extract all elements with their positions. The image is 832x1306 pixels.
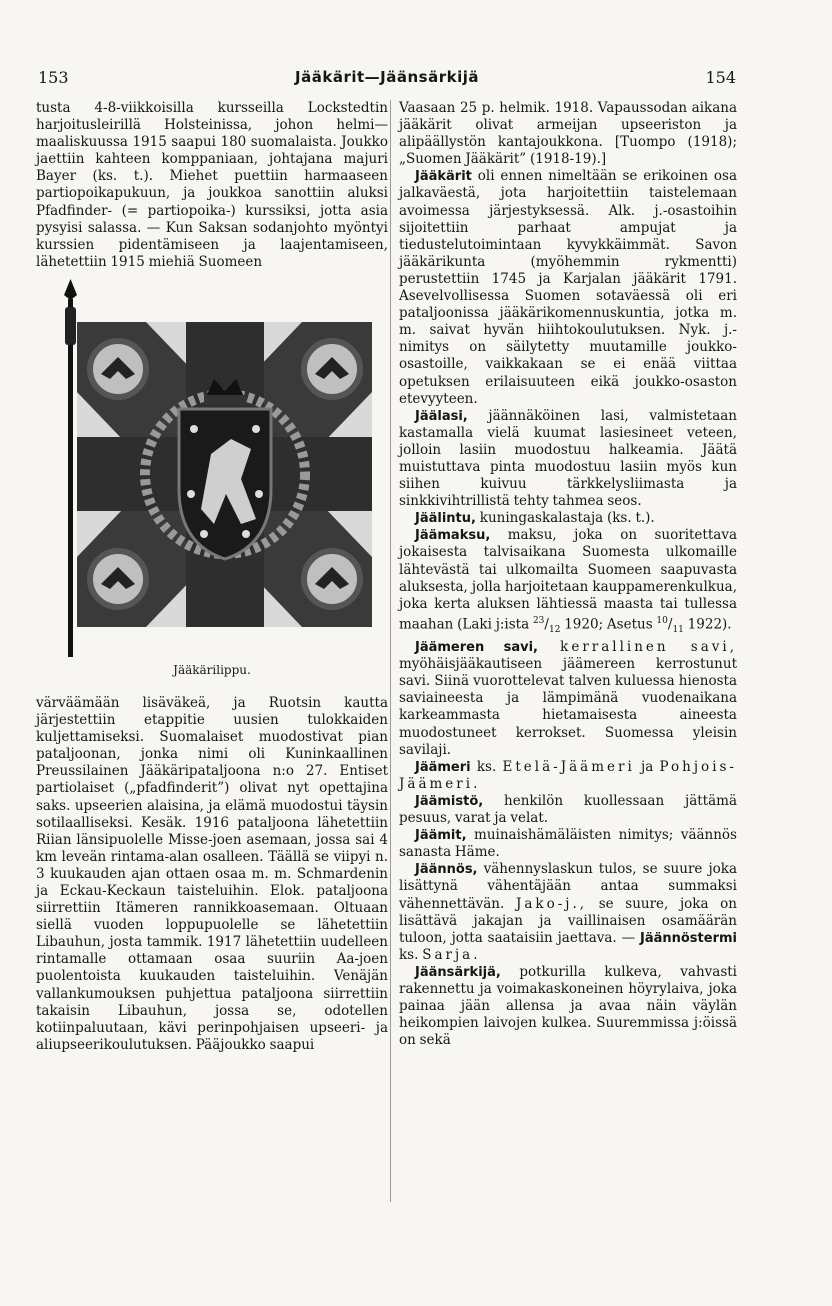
spaced-text: Jako-j., xyxy=(515,895,588,912)
entry-text: oli ennen nimeltään se erikoinen osa jalkaväestä, jota harjoitettiin taistelemaan avoimessa järjestyksessä. Alk. j.-osastoihin sijoitettiin parhaat ampujat ja tiedustelutoimintaan kyvykkäimmät. Savon jääkärikunta (myöhemmin rykmentti) perustettiin 1745 ja Karjalan jääkärit 1791. Asevelvollisessa Suomen sotaväessä oli eri pataljoonissa jääkärikomennuskuntia, jotka m. m. saivat hyvän hiihtokoulutuksen. Nyk. j.-nimitys on säilytetty muutamille joukko-osastoille, vaikkakaan se ei enää viittaa opetuksen erilaisuuteen eikä joukko-osaston etevyyteen. xyxy=(399,168,737,407)
entry-jaannos xyxy=(399,861,737,964)
fraction-denominator: 12 xyxy=(548,625,561,635)
entry-term: Jäämeri xyxy=(415,759,471,775)
entry-text: ks. xyxy=(470,758,503,775)
entry-term: Jäälintu, xyxy=(415,511,476,527)
entry-jaameren-savi xyxy=(399,639,737,759)
entry-text: muinaishämäläisten nimitys; väännös sanasta Häme. xyxy=(399,827,737,861)
entry-jaamisto xyxy=(399,793,737,827)
pole-finial-icon xyxy=(64,279,77,299)
cross-reference: Sarja. xyxy=(422,946,481,963)
entry-text: myöhäisjääkautiseen jäämereen kerrostunut savi. Siinä vuorottelevat talven kuluessa hienosta saviaineesta ja lämpimänä vuodenaikana karkeammasta hietamaisesta aineesta muodostuneet kerrokset. Suomessa yleisin savilaji. xyxy=(399,656,737,758)
entry-text: se suure, joka on lisättävä jakajan ja vaillinaisen osamäärän tuloon, jotta saataisiin jaettava. — xyxy=(399,895,737,946)
left-top-paragraph: tusta 4-8-viikkoisilla kursseilla Lockstedtin harjoitusleirillä Holsteinissa, johon helmi—maaliskuussa 1915 saapui 180 suomalaista. Joukko jaettiin kahteen komppaniaan, johtajana majuri Bayer (ks. t.). Miehet puettiin harmaaseen partiopoikapukuun, ja joukkoa sanottiin aluksi Pfadfinder- (= partiopoika-) kurssiksi, jotta asia pysyisi salassa. — Kun Saksan sodanjohto myöntyi kurssien pidentämiseen ja laajentamiseen, lähetettiin 1915 miehiä Suomeen xyxy=(36,100,388,270)
running-title: Jääkärit—Jäänsärkijä xyxy=(295,68,479,86)
entry-term: Jäänsärkijä, xyxy=(415,964,501,980)
entry-text: 1920; Asetus xyxy=(560,616,657,633)
page-number-left: 153 xyxy=(38,68,69,87)
entry-jaalintu xyxy=(399,510,737,527)
figure-caption: Jääkärilippu. xyxy=(173,662,251,677)
flag-pole xyxy=(68,299,73,657)
entry-term: Jäämistö, xyxy=(415,793,484,809)
entry-term: Jäämeren savi, xyxy=(415,640,538,656)
entry-term: Jääkärit xyxy=(415,169,472,185)
entry-jaansarkija xyxy=(399,964,737,1049)
entry-text: ks. xyxy=(399,946,423,963)
entry-term: Jäämaksu, xyxy=(415,528,491,544)
flag-figure xyxy=(36,279,388,689)
fraction-numerator: 10 xyxy=(656,615,668,626)
entry-term: Jäämit, xyxy=(415,828,467,844)
page-header xyxy=(38,68,736,90)
column-divider xyxy=(390,100,391,1202)
left-column xyxy=(36,100,388,1054)
fraction-denominator: 11 xyxy=(672,625,684,635)
cross-reference: Etelä-Jäämeri xyxy=(502,758,635,775)
entry-jaalasi xyxy=(399,408,737,511)
pole-tassel xyxy=(65,307,76,345)
entry-text: vähennyslaskun tulos, se suure joka lisättynä vähentäjään antaa summaksi vähennettävän. xyxy=(399,861,737,912)
entry-jaamaksu: Jäämaksu, maksu, joka on suoritettava jokaisesta talvisaikana Suomesta ulkomaille lähtevästä tai ulkomailta Suomeen saapuvasta aluksesta, jolla harjoitetaan kauppamerenkulkua, joka kerta aluksen lähtiessä maasta tai tullessa maahan (Laki j:ista $^{23}/_{12}$ 1920; Asetus $^{10}/_{11}$ 1922). xyxy=(399,527,737,635)
left-bottom-paragraph: värväämään lisäväkeä, ja Ruotsin kautta järjestettiin etappitie uusien tulokkaiden kuljettamiseksi. Suomalaiset muodostivat pian pataljoonan, jonka nimi oli Kuninkaallinen Preussilainen Jääkäripataljoona n:o 27. Entiset partiolaiset („pfadfinderit”) olivat nyt opettajina saks. upseerien alaisina, ja elämä muodostui täysin sotilaalliseksi. Kesäk. 1916 pataljoona lähetettiin Riian länsipuolelle Misse-joen asemaan, jossa sai 4 km leveän rintama-alan osalleen. Täällä se viipyi n. 3 kuukauden ajan ottaen osaa m. m. Schmardenin ja Eckau-Keckaun taisteluihin. Elok. pataljoona siirrettiin Itämeren rannikkoasemaan. Oltuaan siellä vuoden loppupuolelle se lähetettiin Libauhun, josta tammik. 1917 lähetettiin uudelleen rintamalle ottamaan osaa suuriin Aa-joen puolentoista kuukauden taisteluihin. Venäjän vallankumouksen puhjettua pataljoona siirrettiin takaisin Libauhun, jossa se, odotellen kotiinpaluutaan, kävi perinpohjaisen upseeri- ja aliupseerikoulutuksen. Pääjoukko saapui xyxy=(36,694,388,1053)
fraction-numerator: 23 xyxy=(532,615,545,626)
entry-text: ja xyxy=(634,758,660,775)
page-number-right: 154 xyxy=(705,68,736,87)
entry-jaakarit xyxy=(399,168,737,407)
entry-jaameri xyxy=(399,759,737,793)
entry-text: potkurilla kulkeva, vahvasti rakennettu ja voimakaskoneinen höyrylaiva, joka painaa jään allensa ja avaa näin väylän heikompien laivojen kulkea. Suuremmissa j:öissä on sekä xyxy=(399,963,737,1049)
entry-text: jäännäköinen lasi, valmistetaan kastamalla vielä kuumat lasiesineet veteen, jolloin lasiin muodostuu halkeamia. Jäätä muistuttava pinta muodostuu lasiin myös kun siihen kuivuu tärkkelysliimasta ja sinkkivihtrillistä tehty tahmea seos. xyxy=(399,407,737,510)
entry-term: Jäälasi, xyxy=(415,408,468,424)
spaced-text: kerrallinen savi, xyxy=(538,639,737,656)
right-column xyxy=(399,100,737,1049)
entry-term: Jäännöstermi xyxy=(639,930,737,946)
entry-text: kuningaskalastaja (ks. t.). xyxy=(475,510,655,527)
entry-text: maksu, joka on suoritettava jokaisesta talvisaikana Suomesta ulkomaille lähtevästä tai ulkomailta Suomeen saapuvasta aluksesta, jolla harjoitetaan kauppamerenkulkua, joka kerta aluksen lähtiessä maasta tai tullessa maahan (Laki j:ista xyxy=(399,527,737,633)
jaakarilippu-flag-image xyxy=(36,279,388,659)
entry-jaamit xyxy=(399,827,737,861)
right-continuation-paragraph: Vaasaan 25 p. helmik. 1918. Vapaussodan aikana jääkärit olivat armeijan upseeriston ja alipäällystön kantajoukkona. [Tuompo (1918); „Suomen Jääkärit” (1918-19).] xyxy=(399,100,737,168)
entry-text: 1922). xyxy=(683,616,732,633)
cross-reference: Pohjois-Jäämeri. xyxy=(399,758,737,792)
entry-text: henkilön kuollessaan jättämä pesuus, varat ja velat. xyxy=(399,792,737,827)
entry-term: Jäännös, xyxy=(415,862,478,878)
